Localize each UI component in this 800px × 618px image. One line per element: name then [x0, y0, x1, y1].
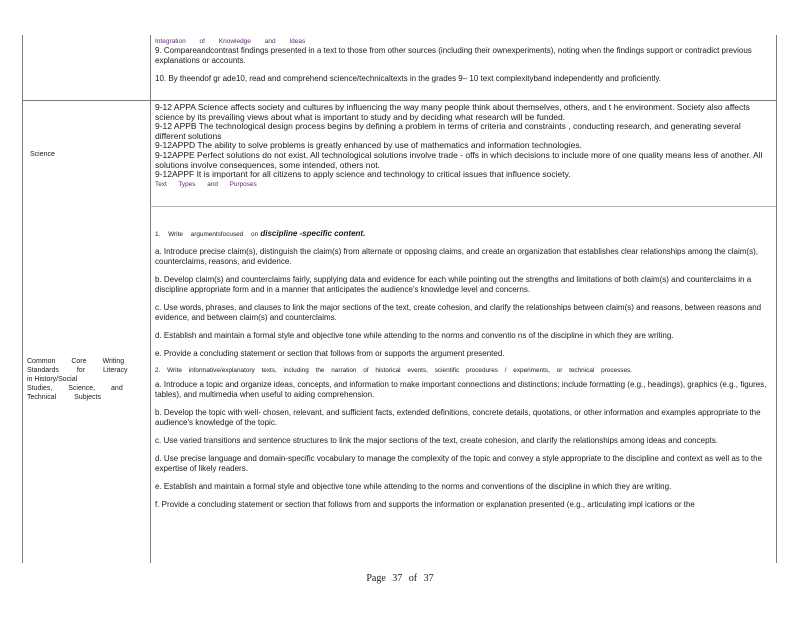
standard-item: 9-12APPE Perfect solutions do not exist. All technological solutions involve trade - offs in which decisions to include more of one quality means less of another. All solutions involve consequences, some intended, others not. [155, 149, 763, 170]
row-label-science: Science [30, 151, 55, 158]
table-left-border [22, 35, 23, 563]
standard-item: 9-12APPD The ability to solve problems is greatly enhanced by use of mathematics and information technologies. [155, 140, 582, 151]
page-footer [0, 573, 800, 584]
row2-content [155, 103, 767, 189]
table-right-border [776, 35, 777, 563]
standard-item: a. Introduce a topic and organize ideas, concepts, and information to make important connections and distinctions; include formatting (e.g., headings), graphics (e.g., figures, tables), and multimedia when useful to aiding comprehension. [155, 380, 767, 399]
standard-item: 10. By theendof gr ade10, read and comprehend science/technicaltexts in the grades 9– 10 text complexityband independently and proficiently. [155, 74, 661, 83]
page-total: 37 [423, 573, 434, 584]
writing-standard-heading: 1. Write argumentsfocused on [155, 231, 259, 238]
standard-item: c. Use words, phrases, and clauses to link the major sections of the text, create cohesion, and clarify the relationships between claim(s) and reasons, between reasons and evidence, and between claim(s) and counterclaims. [155, 303, 762, 322]
label-line: Common Core Writing [27, 358, 125, 365]
label-line: Standards for Literacy [27, 367, 128, 374]
writing-standard-heading: 2. Write informative/explanatory texts, including the narration of historical events, scientific procedures / experiments, or technical processes. [155, 367, 632, 374]
standard-item: 9-12APPF It is important for all citizens to apply science and technology to critical issues that influence society. [155, 169, 571, 180]
section-heading: Integration of Knowledge and Ideas [155, 38, 306, 45]
standard-item: 9. Compareandcontrast findings presented in a text to those from other sources (including their ownexperiments), noting when the findings support or contradict previous explanations or accounts. [155, 46, 752, 65]
standard-item: c. Use varied transitions and sentence structures to link the major sections of the text, create cohesion, and clarify the relationships among ideas and concepts. [155, 436, 718, 445]
standard-item: e. Establish and maintain a formal style and objective tone while attending to the norms and conventions of the discipline in which they are writing. [155, 482, 672, 491]
standard-item: d. Establish and maintain a formal style and objective tone while attending to the norms and conventio ns of the discipline in which they are writing. [155, 331, 674, 340]
table-row-divider-inner [150, 206, 776, 207]
label-line: Studies, Science, and [27, 385, 123, 392]
standard-item: 9-12 APPB The technological design process begins by defining a problem in terms of criteria and constraints , conducting research, and generating several different solutions [155, 121, 741, 141]
page-number: 37 [392, 573, 403, 584]
standard-item: e. Provide a concluding statement or section that follows from or supports the argument presented. [155, 349, 505, 358]
row-label-writing-standards [27, 357, 145, 402]
row1-content [155, 38, 767, 84]
table-row-divider [22, 100, 777, 101]
standard-item: a. Introduce precise claim(s), distinguish the claim(s) from alternate or opposing claims, and create an organization that establishes clear relationships among the claim(s), counterclaims, reasons, and evidence. [155, 247, 758, 266]
table-column-divider [150, 35, 151, 563]
section-heading: Text Types and Purposes [155, 180, 257, 188]
label-line: in History/Social [27, 376, 78, 383]
page-word: Page [366, 573, 386, 584]
standard-item: b. Develop the topic with well- chosen, relevant, and sufficient facts, extended definitions, concrete details, quotations, or other information and examples appropriate to the audience's knowledge of the topic. [155, 408, 761, 427]
standard-item: b. Develop claim(s) and counterclaims fairly, supplying data and evidence for each while pointing out the strengths and limitations of both claim(s) and counterclaims in a discipline appropriate form and in a manner that anticipates the audience's knowledge level and concerns. [155, 275, 752, 294]
writing-standard-emphasis: discipline -specific content. [260, 229, 366, 238]
standard-item: d. Use precise language and domain-specific vocabulary to manage the complexity of the topic and convey a style appropriate to the discipline and context as well as to the expertise of likely readers. [155, 454, 763, 473]
of-word: of [408, 573, 418, 584]
standard-item: f. Provide a concluding statement or section that follows from and supports the information or explanation presented (e.g., articulating impl ications or the [155, 500, 695, 509]
standard-item: 9-12 APPA Science affects society and cultures by influencing the way many people think about themselves, others, and t he environment. Society also affects science by its prevailing views about what is important to study and by deciding what research will be funded. [155, 102, 750, 122]
label-line: Technical Subjects [27, 394, 101, 401]
row3-content [155, 229, 767, 510]
